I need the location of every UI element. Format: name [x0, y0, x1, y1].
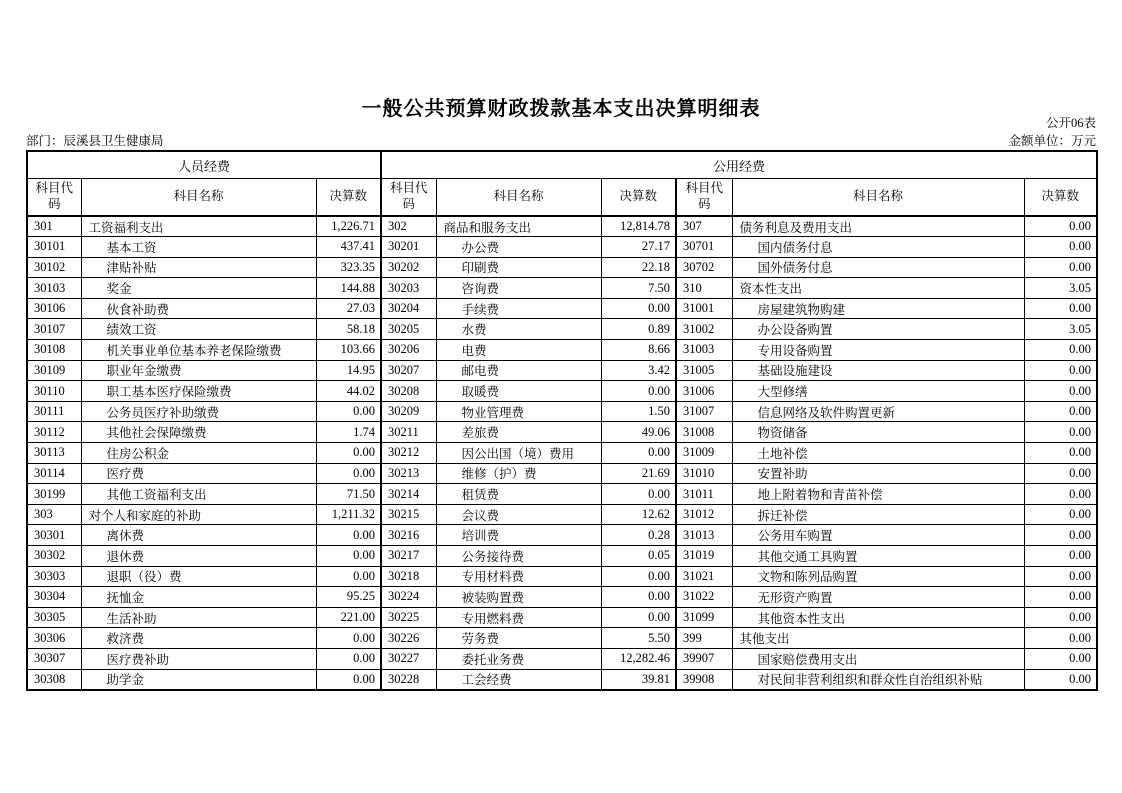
cell-name: 其他社会保障缴费: [81, 422, 316, 443]
cell-code: 30109: [27, 360, 81, 381]
table-number-label: 公开06表: [1045, 116, 1096, 130]
column-header-row: [27, 179, 1097, 217]
cell-name: 绩效工资: [81, 319, 316, 340]
cell-code: 30227: [381, 648, 436, 669]
cell-value: 12,282.46: [601, 648, 676, 669]
cell-value: 12,814.78: [601, 216, 676, 237]
cell-value: 0.00: [316, 669, 381, 690]
cell-value: 0.00: [316, 463, 381, 484]
cell-code: 30302: [27, 546, 81, 567]
table-row: [27, 237, 1097, 258]
table-row: [27, 628, 1097, 649]
table-row: [27, 443, 1097, 464]
cell-value: 1,211.32: [316, 504, 381, 525]
table-row: [27, 257, 1097, 278]
cell-name: 大型修缮: [732, 381, 1024, 402]
cell-value: 49.06: [601, 422, 676, 443]
cell-value: 0.00: [1024, 360, 1097, 381]
cell-name: 基本工资: [81, 237, 316, 258]
table-row: [27, 298, 1097, 319]
cell-name: 邮电费: [436, 360, 601, 381]
cell-code: 30206: [381, 340, 436, 361]
cell-code: 31013: [676, 525, 732, 546]
cell-code: 30301: [27, 525, 81, 546]
col-header-subject-name: 科目名称: [732, 179, 1024, 217]
cell-value: 0.00: [601, 566, 676, 587]
cell-code: 31008: [676, 422, 732, 443]
cell-value: 0.00: [316, 546, 381, 567]
cell-name: 租赁费: [436, 484, 601, 505]
table-row: [27, 340, 1097, 361]
table-row: [27, 525, 1097, 546]
cell-code: 31099: [676, 607, 732, 628]
cell-name: 咨询费: [436, 278, 601, 299]
cell-name: 劳务费: [436, 628, 601, 649]
cell-code: 31001: [676, 298, 732, 319]
cell-value: 0.00: [601, 298, 676, 319]
cell-name: 专用燃料费: [436, 607, 601, 628]
cell-name: 安置补助: [732, 463, 1024, 484]
cell-name: 拆迁补偿: [732, 504, 1024, 525]
cell-code: 30108: [27, 340, 81, 361]
cell-value: 0.00: [1024, 422, 1097, 443]
cell-value: 71.50: [316, 484, 381, 505]
cell-code: 30702: [676, 257, 732, 278]
table-row: [27, 484, 1097, 505]
table-row: [27, 401, 1097, 422]
cell-name: 国内债务付息: [732, 237, 1024, 258]
cell-name: 专用材料费: [436, 566, 601, 587]
table-row: [27, 546, 1097, 567]
col-header-subject-name: 科目名称: [436, 179, 601, 217]
cell-name: 土地补偿: [732, 443, 1024, 464]
table-row: [27, 463, 1097, 484]
cell-name: 办公设备购置: [732, 319, 1024, 340]
col-header-subject-name: 科目名称: [81, 179, 316, 217]
cell-code: 30217: [381, 546, 436, 567]
cell-value: 0.00: [1024, 566, 1097, 587]
table-row: [27, 648, 1097, 669]
cell-name: 商品和服务支出: [436, 216, 601, 237]
cell-code: 30306: [27, 628, 81, 649]
table-row: [27, 566, 1097, 587]
cell-code: 30218: [381, 566, 436, 587]
cell-code: 30304: [27, 587, 81, 608]
cell-name: 印刷费: [436, 257, 601, 278]
cell-value: 221.00: [316, 607, 381, 628]
cell-code: 30204: [381, 298, 436, 319]
cell-name: 国外债务付息: [732, 257, 1024, 278]
cell-value: 0.00: [1024, 587, 1097, 608]
cell-name: 伙食补助费: [81, 298, 316, 319]
cell-value: 0.00: [601, 443, 676, 464]
cell-value: 0.05: [601, 546, 676, 567]
cell-value: 0.00: [1024, 401, 1097, 422]
cell-code: 310: [676, 278, 732, 299]
cell-value: 8.66: [601, 340, 676, 361]
cell-value: 0.00: [1024, 237, 1097, 258]
cell-value: 0.00: [1024, 216, 1097, 237]
cell-name: 工会经费: [436, 669, 601, 690]
cell-value: 0.89: [601, 319, 676, 340]
cell-name: 职业年金缴费: [81, 360, 316, 381]
cell-name: 退职（役）费: [81, 566, 316, 587]
cell-name: 被装购置费: [436, 587, 601, 608]
cell-value: 22.18: [601, 257, 676, 278]
cell-name: 机关事业单位基本养老保险缴费: [81, 340, 316, 361]
cell-code: 30111: [27, 401, 81, 422]
cell-name: 专用设备购置: [732, 340, 1024, 361]
cell-code: 30228: [381, 669, 436, 690]
cell-value: 5.50: [601, 628, 676, 649]
cell-code: 301: [27, 216, 81, 237]
table-row: [27, 319, 1097, 340]
cell-code: 31010: [676, 463, 732, 484]
cell-code: 31022: [676, 587, 732, 608]
cell-name: 医疗费补助: [81, 648, 316, 669]
cell-code: 303: [27, 504, 81, 525]
cell-code: 30303: [27, 566, 81, 587]
cell-value: 1.50: [601, 401, 676, 422]
cell-value: 3.05: [1024, 278, 1097, 299]
cell-value: 0.00: [1024, 443, 1097, 464]
table-body: [27, 216, 1097, 690]
cell-value: 0.00: [1024, 628, 1097, 649]
cell-value: 0.28: [601, 525, 676, 546]
cell-value: 21.69: [601, 463, 676, 484]
cell-code: 31021: [676, 566, 732, 587]
cell-value: 0.00: [601, 484, 676, 505]
cell-name: 基础设施建设: [732, 360, 1024, 381]
table-row: [27, 669, 1097, 690]
cell-value: 0.00: [601, 607, 676, 628]
cell-name: 因公出国（境）费用: [436, 443, 601, 464]
table-row: [27, 278, 1097, 299]
cell-value: 0.00: [316, 525, 381, 546]
cell-value: 144.88: [316, 278, 381, 299]
cell-name: 工资福利支出: [81, 216, 316, 237]
cell-name: 委托业务费: [436, 648, 601, 669]
cell-value: 3.42: [601, 360, 676, 381]
cell-value: 323.35: [316, 257, 381, 278]
cell-value: 0.00: [316, 628, 381, 649]
cell-name: 退休费: [81, 546, 316, 567]
cell-name: 无形资产购置: [732, 587, 1024, 608]
cell-value: 0.00: [1024, 381, 1097, 402]
cell-name: 职工基本医疗保险缴费: [81, 381, 316, 402]
cell-code: 307: [676, 216, 732, 237]
cell-name: 对个人和家庭的补助: [81, 504, 316, 525]
page-title: 一般公共预算财政拨款基本支出决算明细表: [361, 98, 761, 120]
col-header-final-amount: 决算数: [601, 179, 676, 217]
cell-code: 30216: [381, 525, 436, 546]
cell-value: 0.00: [1024, 298, 1097, 319]
cell-name: 公务接待费: [436, 546, 601, 567]
cell-value: 0.00: [1024, 504, 1097, 525]
cell-code: 30114: [27, 463, 81, 484]
table-row: [27, 360, 1097, 381]
cell-value: 0.00: [1024, 340, 1097, 361]
cell-value: 0.00: [1024, 648, 1097, 669]
cell-name: 津贴补贴: [81, 257, 316, 278]
cell-name: 差旅费: [436, 422, 601, 443]
cell-code: 30101: [27, 237, 81, 258]
cell-name: 医疗费: [81, 463, 316, 484]
cell-value: 0.00: [316, 566, 381, 587]
cell-name: 其他交通工具购置: [732, 546, 1024, 567]
col-header-subject-code: 科目代码: [676, 179, 732, 217]
cell-value: 0.00: [1024, 484, 1097, 505]
col-header-subject-code: 科目代码: [27, 179, 81, 217]
cell-value: 0.00: [601, 587, 676, 608]
table-row: [27, 587, 1097, 608]
cell-name: 公务员医疗补助缴费: [81, 401, 316, 422]
cell-value: 0.00: [1024, 525, 1097, 546]
cell-value: 0.00: [1024, 546, 1097, 567]
cell-name: 地上附着物和青苗补偿: [732, 484, 1024, 505]
cell-code: 30208: [381, 381, 436, 402]
cell-name: 物资储备: [732, 422, 1024, 443]
cell-code: 31007: [676, 401, 732, 422]
cell-code: 399: [676, 628, 732, 649]
cell-name: 房屋建筑物购建: [732, 298, 1024, 319]
cell-name: 对民间非营利组织和群众性自治组织补贴: [732, 669, 1024, 690]
table-row: [27, 381, 1097, 402]
cell-code: 31011: [676, 484, 732, 505]
cell-name: 奖金: [81, 278, 316, 299]
col-header-final-amount: 决算数: [1024, 179, 1097, 217]
group-header-public: 公用经费: [381, 151, 1097, 179]
cell-value: 14.95: [316, 360, 381, 381]
cell-name: 助学金: [81, 669, 316, 690]
cell-value: 1.74: [316, 422, 381, 443]
cell-code: 30112: [27, 422, 81, 443]
cell-value: 0.00: [316, 648, 381, 669]
cell-code: 302: [381, 216, 436, 237]
cell-code: 30701: [676, 237, 732, 258]
cell-code: 30113: [27, 443, 81, 464]
cell-code: 30213: [381, 463, 436, 484]
cell-code: 30214: [381, 484, 436, 505]
cell-code: 30203: [381, 278, 436, 299]
cell-value: 0.00: [601, 381, 676, 402]
cell-name: 生活补助: [81, 607, 316, 628]
cell-value: 0.00: [316, 443, 381, 464]
table-row: [27, 607, 1097, 628]
cell-name: 手续费: [436, 298, 601, 319]
cell-name: 维修（护）费: [436, 463, 601, 484]
cell-value: 39.81: [601, 669, 676, 690]
unit-label: 金额单位：万元: [1008, 134, 1096, 148]
cell-code: 31012: [676, 504, 732, 525]
cell-value: 44.02: [316, 381, 381, 402]
cell-value: 0.00: [1024, 463, 1097, 484]
cell-code: 30102: [27, 257, 81, 278]
cell-code: 39908: [676, 669, 732, 690]
cell-code: 31006: [676, 381, 732, 402]
cell-code: 30207: [381, 360, 436, 381]
cell-name: 取暖费: [436, 381, 601, 402]
cell-name: 办公费: [436, 237, 601, 258]
table-row: [27, 504, 1097, 525]
cell-name: 其他资本性支出: [732, 607, 1024, 628]
cell-name: 救济费: [81, 628, 316, 649]
cell-code: 31009: [676, 443, 732, 464]
cell-code: 30225: [381, 607, 436, 628]
cell-name: 电费: [436, 340, 601, 361]
cell-code: 30212: [381, 443, 436, 464]
cell-name: 住房公积金: [81, 443, 316, 464]
department-label: 部门：辰溪县卫生健康局: [26, 134, 164, 148]
table-row: [27, 422, 1097, 443]
cell-code: 30211: [381, 422, 436, 443]
cell-value: 27.03: [316, 298, 381, 319]
cell-code: 30224: [381, 587, 436, 608]
cell-value: 0.00: [1024, 669, 1097, 690]
cell-value: 7.50: [601, 278, 676, 299]
col-header-subject-code: 科目代码: [381, 179, 436, 217]
cell-value: 3.05: [1024, 319, 1097, 340]
budget-table: [26, 150, 1098, 691]
cell-name: 培训费: [436, 525, 601, 546]
cell-name: 其他支出: [732, 628, 1024, 649]
cell-code: 30305: [27, 607, 81, 628]
cell-code: 30199: [27, 484, 81, 505]
cell-name: 物业管理费: [436, 401, 601, 422]
cell-name: 债务利息及费用支出: [732, 216, 1024, 237]
cell-value: 1,226.71: [316, 216, 381, 237]
cell-name: 离休费: [81, 525, 316, 546]
cell-name: 会议费: [436, 504, 601, 525]
cell-value: 27.17: [601, 237, 676, 258]
cell-name: 公务用车购置: [732, 525, 1024, 546]
cell-value: 437.41: [316, 237, 381, 258]
col-header-final-amount: 决算数: [316, 179, 381, 217]
cell-value: 0.00: [316, 401, 381, 422]
cell-code: 30201: [381, 237, 436, 258]
cell-code: 30226: [381, 628, 436, 649]
group-header-personnel: 人员经费: [27, 151, 381, 179]
cell-code: 30106: [27, 298, 81, 319]
table-row: [27, 216, 1097, 237]
cell-code: 30215: [381, 504, 436, 525]
cell-value: 58.18: [316, 319, 381, 340]
cell-code: 30307: [27, 648, 81, 669]
cell-code: 30205: [381, 319, 436, 340]
cell-value: 95.25: [316, 587, 381, 608]
cell-code: 30110: [27, 381, 81, 402]
cell-name: 国家赔偿费用支出: [732, 648, 1024, 669]
cell-code: 31005: [676, 360, 732, 381]
cell-value: 12.62: [601, 504, 676, 525]
cell-value: 0.00: [1024, 607, 1097, 628]
cell-name: 资本性支出: [732, 278, 1024, 299]
meta-row: [26, 131, 1096, 149]
cell-code: 31019: [676, 546, 732, 567]
cell-name: 文物和陈列品购置: [732, 566, 1024, 587]
cell-code: 30202: [381, 257, 436, 278]
cell-name: 水费: [436, 319, 601, 340]
cell-name: 其他工资福利支出: [81, 484, 316, 505]
cell-code: 31002: [676, 319, 732, 340]
cell-code: 30103: [27, 278, 81, 299]
group-header-row: [27, 151, 1097, 179]
cell-code: 31003: [676, 340, 732, 361]
cell-value: 0.00: [1024, 257, 1097, 278]
cell-code: 30209: [381, 401, 436, 422]
cell-code: 39907: [676, 648, 732, 669]
cell-code: 30308: [27, 669, 81, 690]
cell-code: 30107: [27, 319, 81, 340]
cell-name: 信息网络及软件购置更新: [732, 401, 1024, 422]
cell-value: 103.66: [316, 340, 381, 361]
cell-name: 抚恤金: [81, 587, 316, 608]
